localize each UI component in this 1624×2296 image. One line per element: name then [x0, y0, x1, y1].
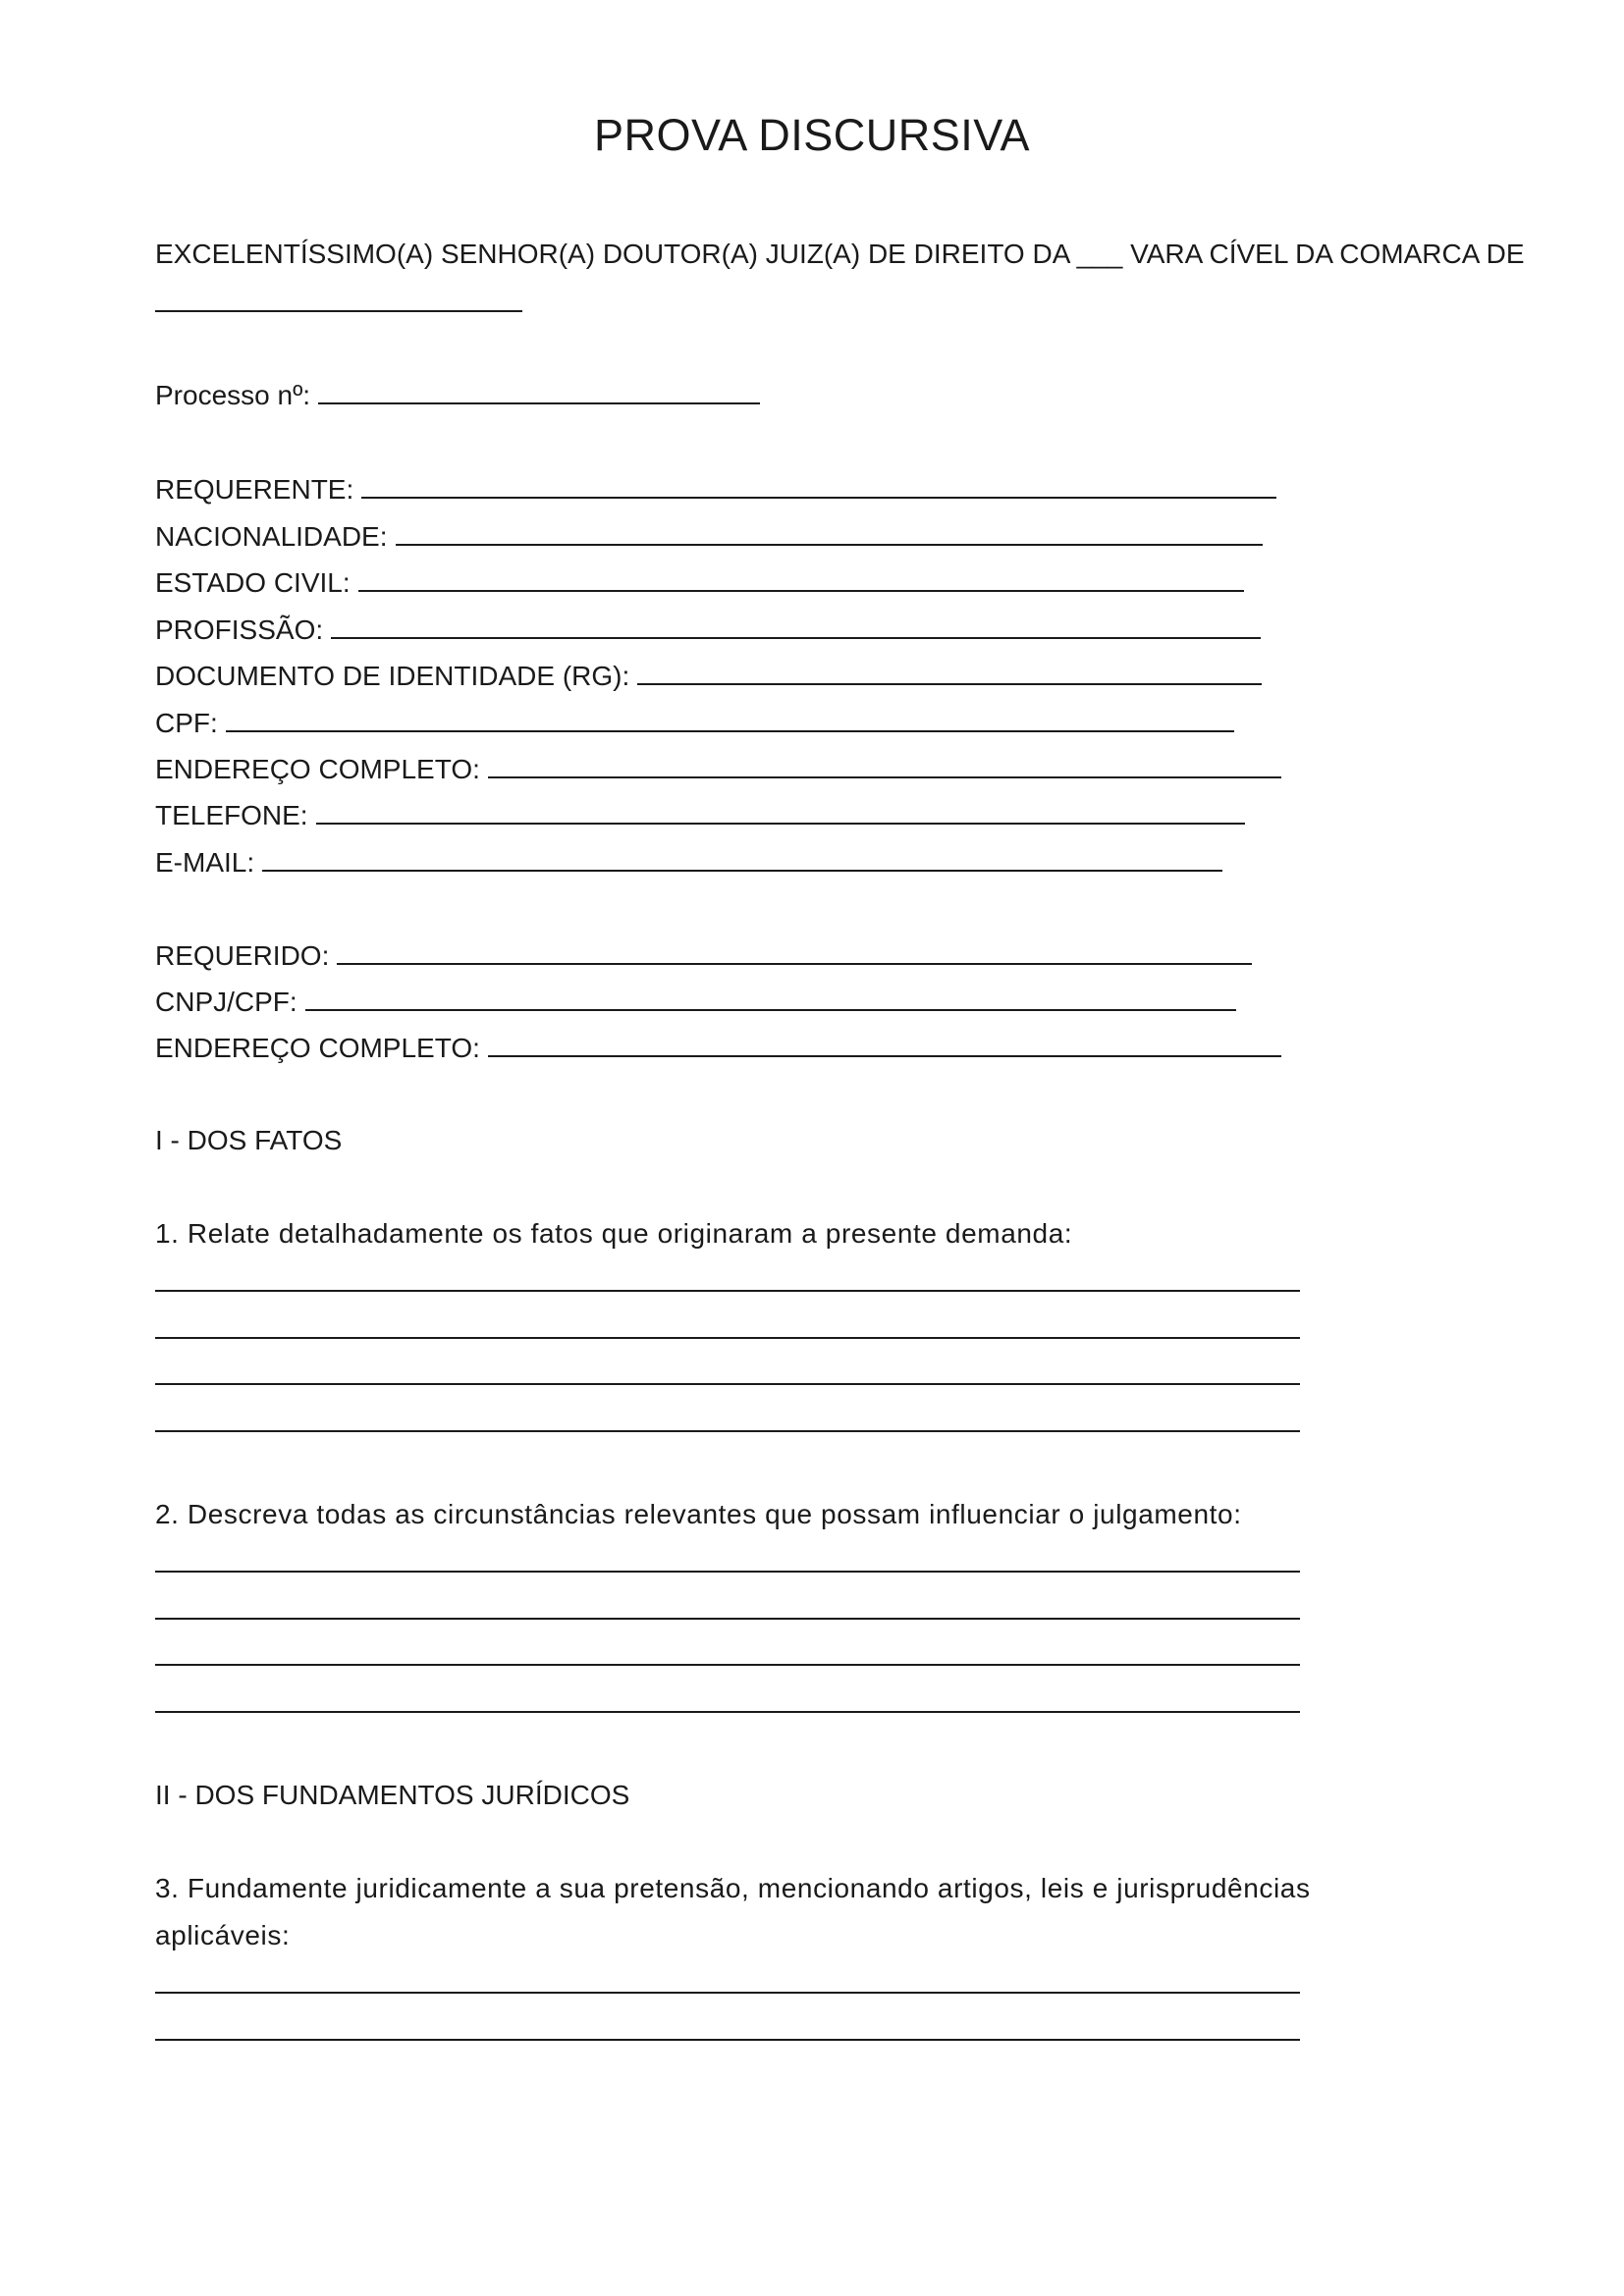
question-3-continued: aplicáveis:: [155, 1920, 291, 1950]
field-blank[interactable]: [337, 939, 1252, 965]
field-requerido: [155, 939, 1252, 973]
field-label: NACIONALIDADE:: [155, 521, 388, 552]
field-requerente: [155, 473, 1276, 507]
field-label: ENDEREÇO COMPLETO:: [155, 1033, 480, 1063]
question-3: 3. Fundamente juridicamente a sua pretensão, mencionando artigos, leis e jurisprudências: [155, 1873, 1311, 1903]
answer-line[interactable]: [155, 1571, 1300, 1573]
field-label: TELEFONE:: [155, 800, 308, 830]
field-blank[interactable]: [488, 1032, 1281, 1057]
field-blank[interactable]: [361, 473, 1276, 499]
section-heading-fatos: I - DOS FATOS: [155, 1125, 343, 1155]
question-1: 1. Relate detalhadamente os fatos que originaram a presente demanda:: [155, 1218, 1073, 1249]
field-telefone: [155, 799, 1245, 832]
field-label: CPF:: [155, 708, 218, 738]
process-field: [155, 379, 760, 412]
addressee-line: EXCELENTÍSSIMO(A) SENHOR(A) DOUTOR(A) JUIZ(A) DE DIREITO DA ___ VARA CÍVEL DA COMARCA DE: [155, 239, 1525, 269]
field-nacionalidade: [155, 520, 1263, 554]
field-label: REQUERIDO:: [155, 940, 330, 971]
field-endereco: [155, 753, 1281, 786]
process-blank[interactable]: [318, 379, 760, 404]
page-title: PROVA DISCURSIVA: [594, 110, 1030, 160]
field-blank[interactable]: [305, 986, 1236, 1011]
answer-line[interactable]: [155, 1664, 1300, 1666]
field-label: CNPJ/CPF:: [155, 987, 298, 1017]
answer-line[interactable]: [155, 1383, 1300, 1385]
question-2: 2. Descreva todas as circunstâncias relevantes que possam influenciar o julgamento:: [155, 1499, 1242, 1529]
field-profissao: [155, 614, 1261, 647]
answer-line[interactable]: [155, 1430, 1300, 1432]
field-rg: [155, 660, 1262, 693]
field-endereco-requerido: [155, 1032, 1281, 1065]
answer-line[interactable]: [155, 1290, 1300, 1292]
answer-line[interactable]: [155, 1337, 1300, 1339]
field-cpf: [155, 707, 1234, 740]
field-blank[interactable]: [358, 566, 1244, 592]
answer-line[interactable]: [155, 2039, 1300, 2041]
answer-line[interactable]: [155, 1992, 1300, 1994]
field-email: [155, 846, 1222, 880]
field-cnpj-cpf: [155, 986, 1236, 1019]
section-heading-fundamentos: II - DOS FUNDAMENTOS JURÍDICOS: [155, 1780, 630, 1810]
answer-line[interactable]: [155, 1711, 1300, 1713]
comarca-blank[interactable]: [155, 310, 522, 312]
field-label: DOCUMENTO DE IDENTIDADE (RG):: [155, 661, 630, 691]
field-blank[interactable]: [331, 614, 1261, 639]
field-blank[interactable]: [637, 660, 1262, 685]
field-label: ENDEREÇO COMPLETO:: [155, 754, 480, 784]
field-estado-civil: [155, 566, 1244, 600]
field-label: REQUERENTE:: [155, 474, 354, 505]
field-blank[interactable]: [488, 753, 1281, 778]
field-blank[interactable]: [226, 707, 1234, 732]
field-blank[interactable]: [316, 799, 1245, 825]
field-label: E-MAIL:: [155, 847, 255, 878]
field-label: PROFISSÃO:: [155, 614, 324, 645]
answer-line[interactable]: [155, 1618, 1300, 1620]
field-blank[interactable]: [262, 846, 1222, 872]
field-blank[interactable]: [396, 520, 1263, 546]
field-label: ESTADO CIVIL:: [155, 567, 351, 598]
process-label: Processo nº:: [155, 380, 311, 410]
